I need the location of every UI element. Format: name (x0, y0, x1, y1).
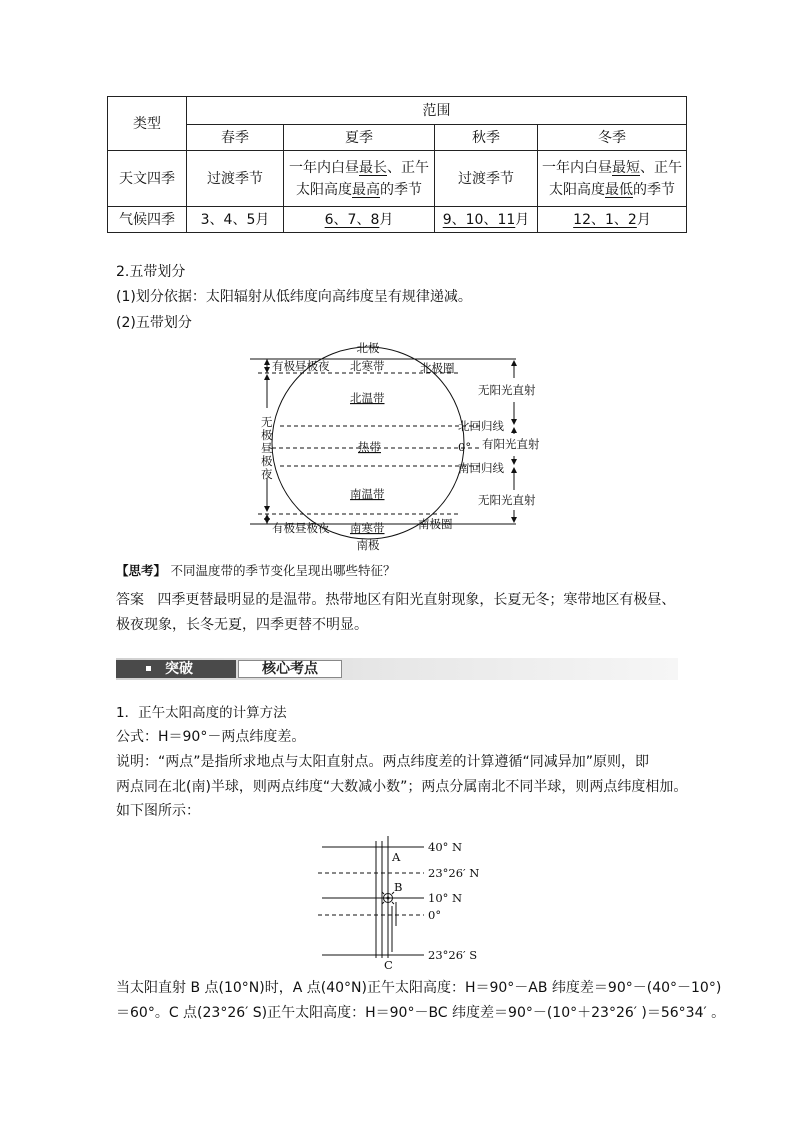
section-dark-tab: 突破 (116, 660, 236, 678)
five-zones-sub2: (2)五带划分 (116, 315, 192, 331)
calc-result2: ＝60°。C 点(23°26′ S)正午太阳高度：H＝90°－BC 纬度差＝90°－(10°＋23°26′ )＝56°34′ 。 (116, 1005, 726, 1021)
five-zones-basis: (1)划分依据：太阳辐射从低纬度向高纬度呈有规律递减。 (116, 289, 472, 305)
label-lat-40n: 40° N (428, 840, 463, 854)
col-range-header: 范围 (187, 97, 687, 125)
season-autumn-header: 秋季 (435, 125, 538, 151)
cell-astro-summer: 一年内白昼最长、正午 太阳高度最高的季节 (284, 151, 435, 207)
sun-ray-se (392, 902, 394, 904)
label-north-temperate: 北温带 (350, 391, 385, 405)
season-summer-header: 夏季 (284, 125, 435, 151)
row-label-astronomical: 天文四季 (108, 151, 187, 207)
section-bullet-icon (146, 666, 151, 671)
label-no-direct-bottom: 无阳光直射 (478, 493, 536, 507)
five-zones-diagram (250, 338, 550, 554)
label-tropical: 热带 (358, 440, 381, 454)
section-light-tab: 核心考点 (238, 660, 342, 678)
calc-note3: 如下图所示： (116, 803, 200, 819)
label-no-direct-top: 无阳光直射 (478, 383, 536, 397)
cell-climate-spring: 3、4、5月 (187, 207, 284, 233)
cell-astro-winter: 一年内白昼最短、正午 太阳高度最低的季节 (538, 151, 687, 207)
label-tropic-capricorn: 南回归线 (458, 461, 504, 475)
calc-result1: 当太阳直射 B 点(10°N)时，A 点(40°N)正午太阳高度：H＝90°－AB 纬度差＝90°－(40°－10°) (116, 980, 722, 996)
calc-formula: 公式：H＝90°－两点纬度差。 (116, 729, 306, 745)
label-polar-day-night-bottom: 有极昼极夜 (272, 521, 330, 535)
label-point-c: C (384, 958, 393, 972)
five-zones-heading: 2.五带划分 (116, 264, 186, 280)
label-no-polar-4: 极 (261, 454, 273, 468)
think-question: 【思考】 不同温度带的季节变化呈现出哪些特征？ (116, 563, 396, 578)
label-direct: 有阳光直射 (482, 437, 540, 451)
season-winter-header: 冬季 (538, 125, 687, 151)
season-spring-header: 春季 (187, 125, 284, 151)
think-answer-line1: 答案 四季更替最明显的是温带。热带地区有阳光直射现象，长夏无冬；寒带地区有极昼、 (116, 592, 676, 608)
label-no-polar-3: 昼 (261, 441, 273, 455)
label-lat-2326s: 23°26′ S (428, 948, 478, 962)
label-north-pole: 北极 (356, 341, 380, 355)
label-point-a: A (392, 850, 401, 864)
row-label-climate: 气候四季 (108, 207, 187, 233)
calc-note2: 两点同在北(南)半球，则两点纬度“大数减小数”；两点分属南北不同半球，则两点纬度相加。 (116, 779, 688, 795)
cell-astro-autumn: 过渡季节 (435, 151, 538, 207)
table-row-climate (108, 207, 687, 233)
label-no-polar-5: 夜 (261, 467, 273, 481)
label-south-temperate: 南温带 (350, 487, 385, 501)
label-south-frigid: 南寒带 (350, 521, 385, 535)
label-antarctic-circle: 南极圈 (418, 517, 453, 531)
calc-heading: 1．正午太阳高度的计算方法 (116, 705, 287, 721)
latitude-diagram (318, 836, 488, 972)
label-lat-0: 0° (428, 908, 442, 922)
label-lat-10n: 10° N (428, 891, 463, 905)
think-answer-line2: 极夜现象，长冬无夏，四季更替不明显。 (116, 617, 368, 633)
label-equator: 0° (458, 440, 472, 454)
section-bar (116, 658, 678, 680)
label-point-b: B (394, 880, 403, 894)
label-no-polar-2: 极 (261, 428, 273, 442)
calc-note1: 说明：“两点”是指所求地点与太阳直射点。两点纬度差的计算遵循“同减异加”原则，即 (116, 754, 650, 770)
table-row-astronomical (108, 151, 687, 207)
label-arctic-circle: 北极圈 (420, 361, 455, 375)
cell-astro-spring: 过渡季节 (187, 151, 284, 207)
label-polar-day-night-top: 有极昼极夜 (272, 359, 330, 373)
cell-climate-summer: 6、7、8月 (284, 207, 435, 233)
seasons-table (107, 96, 687, 233)
label-south-pole: 南极 (356, 538, 380, 552)
col-type-header: 类型 (108, 97, 187, 151)
label-no-polar-1: 无 (261, 415, 273, 429)
label-tropic-cancer: 北回归线 (458, 419, 504, 433)
cell-climate-winter: 12、1、2月 (538, 207, 687, 233)
label-north-frigid: 北寒带 (350, 359, 385, 373)
cell-climate-autumn: 9、10、11月 (435, 207, 538, 233)
label-lat-2326n: 23°26′ N (428, 866, 480, 880)
